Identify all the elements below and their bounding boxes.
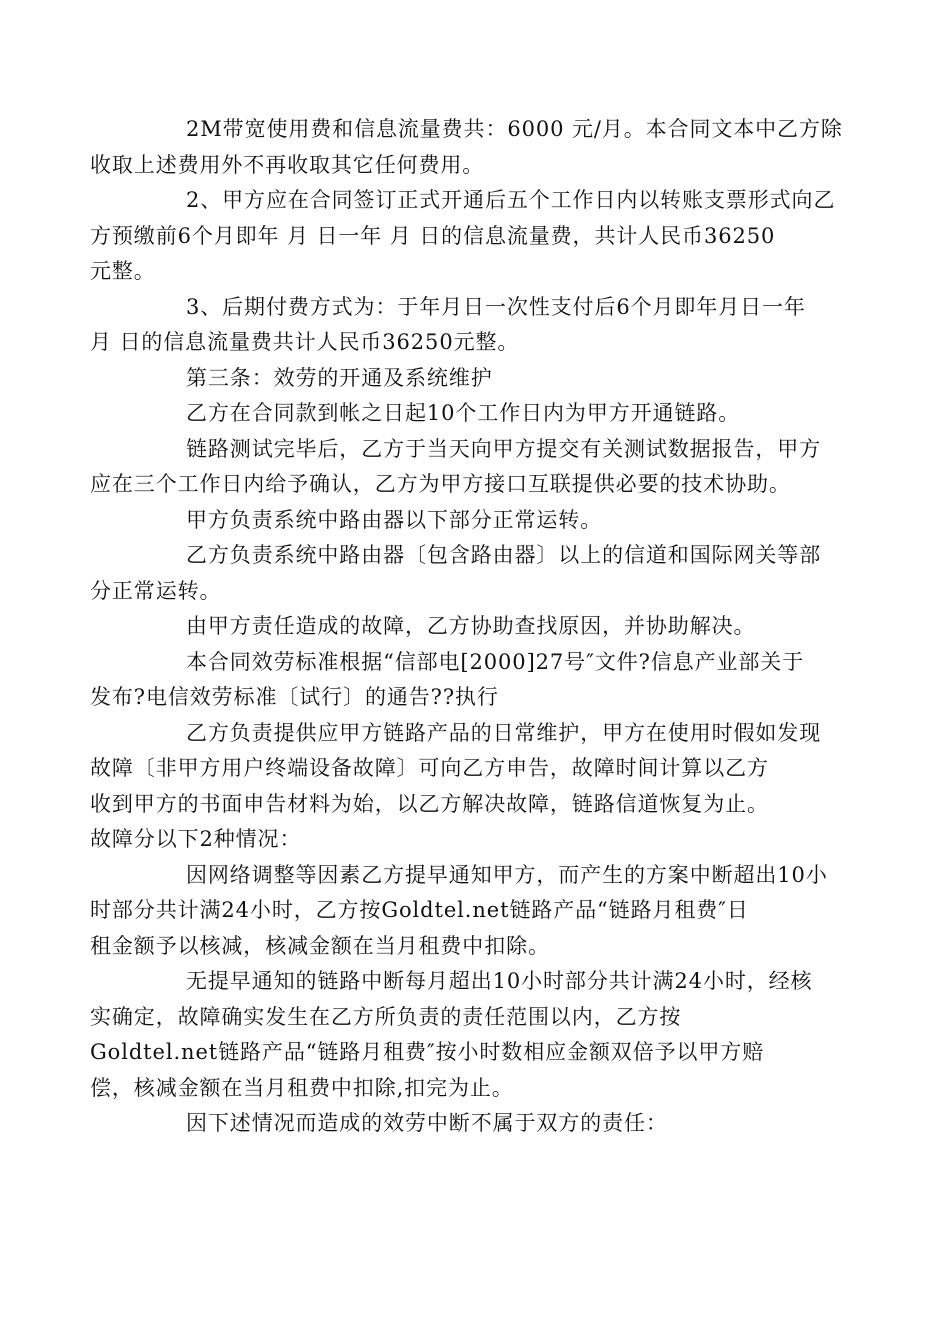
paragraph-line: 故障〔非甲方用户终端设备故障〕可向乙方申告，故障时间计算以乙方: [90, 756, 769, 780]
paragraph-line: 元整。: [90, 259, 156, 283]
paragraph-line: 收取上述费用外不再收取其它任何费用。: [90, 152, 485, 177]
paragraph-line: 时部分共计满24小时，乙方按Goldtel.net链路产品“链路月租费″日: [90, 898, 749, 922]
paragraph-p1: [90, 112, 850, 183]
paragraph-line: 甲方负责系统中路由器以下部分正常运转。: [186, 507, 603, 532]
paragraph-line: 乙方负责系统中路由器〔包含路由器〕以上的信道和国际网关等部: [186, 543, 822, 567]
paragraph-p12: [90, 858, 850, 965]
paragraph-line: 分正常运转。: [90, 578, 222, 603]
paragraph-line: Goldtel.net链路产品“链路月租费″按小时数相应金额双倍予以甲方赔: [90, 1040, 765, 1064]
paragraph-line: 实确定，故障确实发生在乙方所负责的责任范围以内，乙方按: [90, 1004, 682, 1029]
paragraph-p9: [138, 609, 850, 645]
paragraph-p7: [138, 503, 850, 539]
paragraph-p13: [90, 964, 850, 1106]
paragraph-line: 因网络调整等因素乙方提早通知甲方，而产生的方案中断超出10小: [186, 862, 828, 887]
paragraph-p11: [90, 716, 850, 858]
paragraph-line: 3、后期付费方式为：于年月日一次性支付后6个月即年月日一年: [186, 294, 806, 319]
paragraph-line: 应在三个工作日内给予确认，乙方为甲方接口互联提供必要的技术协助。: [90, 472, 791, 496]
paragraph-p5: [138, 396, 850, 432]
paragraph-p2: [90, 183, 850, 290]
paragraph-p14: [138, 1106, 850, 1142]
paragraph-line: 租金额予以核减，核减金额在当月租费中扣除。: [90, 933, 550, 958]
paragraph-line: 链路测试完毕后，乙方于当天向甲方提交有关测试数据报告，甲方: [186, 436, 822, 461]
paragraph-line: 偿，核减金额在当月租费中扣除,扣完为止。: [90, 1075, 514, 1100]
paragraph-line: 第三条：效劳的开通及系统维护: [186, 365, 493, 390]
paragraph-line: 因下述情况而造成的效劳中断不属于双方的责任：: [186, 1111, 668, 1135]
paragraph-line: 收到甲方的书面申告材料为始，以乙方解决故障，链路信道恢复为止。: [90, 791, 769, 816]
paragraph-p10: [90, 645, 850, 716]
document-body: [90, 112, 850, 1142]
paragraph-line: 本合同效劳标准根据“信部电[2000]27号″文件?信息产业部关于: [186, 649, 805, 674]
paragraph-line: 无提早通知的链路中断每月超出10小时部分共计满24小时，经核: [186, 969, 813, 993]
paragraph-p6: [90, 432, 850, 503]
paragraph-line: 故障分以下2种情况：: [90, 827, 302, 851]
paragraph-line: 方预缴前6个月即年 月 日一年 月 日的信息流量费，共计人民币36250: [90, 223, 776, 248]
paragraph-line: 2M带宽使用费和信息流量费共：6000 元/月。本合同文本中乙方除: [186, 117, 843, 141]
paragraph-line: 乙方负责提供应甲方链路产品的日常维护，甲方在使用时假如发现: [186, 720, 822, 745]
paragraph-p8: [90, 538, 850, 609]
paragraph-p3: [90, 290, 850, 361]
paragraph-line: 2、甲方应在合同签订正式开通后五个工作日内以转账支票形式向乙: [186, 188, 836, 212]
paragraph-p4: [138, 361, 850, 397]
paragraph-line: 月 日的信息流量费共计人民币36250元整。: [90, 330, 520, 354]
paragraph-line: 乙方在合同款到帐之日起10个工作日内为甲方开通链路。: [186, 401, 741, 425]
paragraph-line: 发布?电信效劳标准〔试行〕的通告??执行: [90, 685, 499, 709]
paragraph-line: 由甲方责任造成的故障，乙方协助查找原因，并协助解决。: [186, 614, 756, 638]
